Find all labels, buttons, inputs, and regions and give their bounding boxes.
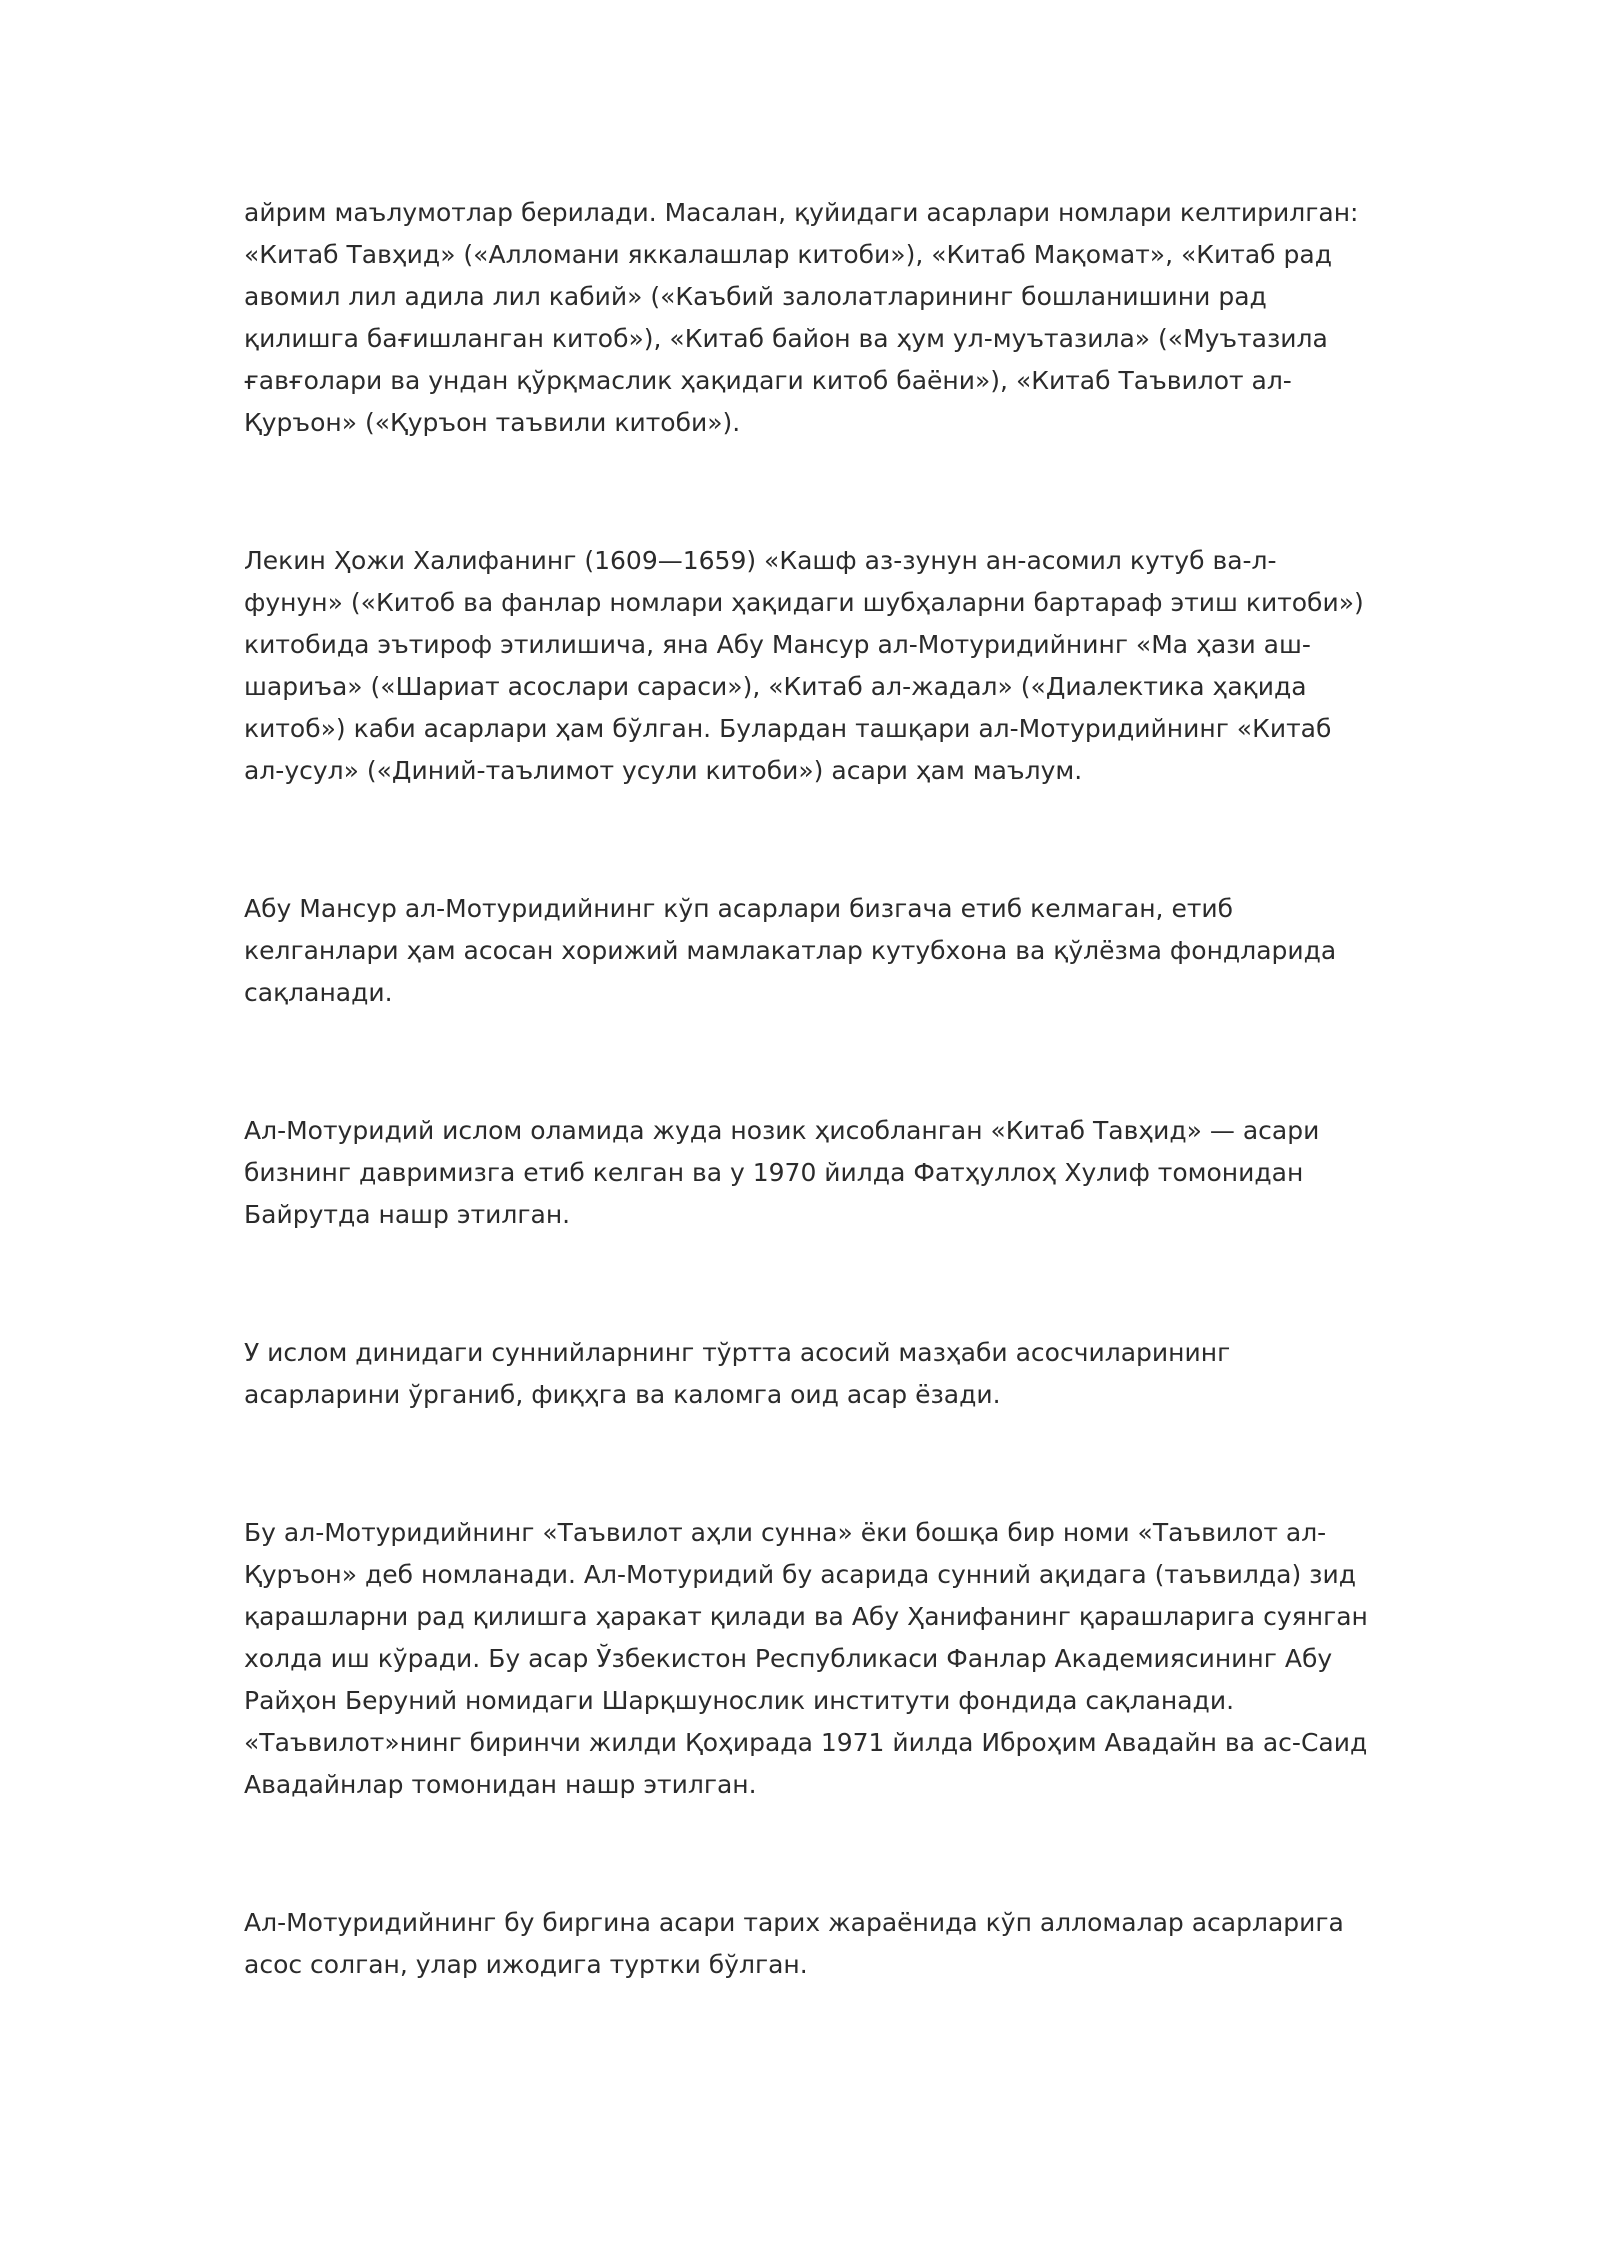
paragraph-spacer	[244, 1806, 1374, 1902]
paragraph-1: айрим маълумотлар берилади. Масалан, қуйидаги асарлари номлари келтирилган: «Китаб Тавҳид» («Алломани яккалашлар китоби»), «Китаб Мақомат», «Китаб рад авомил лил адила лил кабий» («Каъбий залолатларининг бошланишини рад қилишга бағишланган китоб»), «Китаб байон ва ҳум ул-муътазила» («Муътазила ғавғолари ва ундан қўрқмаслик ҳақидаги китоб баёни»), «Китаб Таъвилот ал-Қуръон» («Қуръон таъвили китоби»).	[244, 198, 1359, 437]
paragraph-spacer	[244, 1236, 1374, 1332]
paragraph-7: Ал-Мотуридийнинг бу биргина асари тарих жараёнида кўп алломалар асарларига асос солган, улар ижодига туртки бўлган.	[244, 1908, 1344, 1979]
paragraph-spacer	[244, 1014, 1374, 1110]
paragraph-spacer	[244, 444, 1374, 540]
document-body	[244, 192, 1374, 1986]
paragraph-2: Лекин Ҳожи Халифанинг (1609—1659) «Кашф аз-зунун ан-асомил кутуб ва-л-фунун» («Китоб ва фанлар номлари ҳақидаги шубҳаларни бартараф этиш китоби») китобида эътироф этилишича, яна Абу Мансур ал-Мотуридийнинг «Ма ҳази аш-шариъа» («Шариат асослари сараси»), «Китаб ал-жадал» («Диалектика ҳақида китоб») каби асарлари ҳам бўлган. Булардан ташқари ал-Мотуридийнинг «Китаб ал-усул» («Диний-таълимот усули китоби») асари ҳам маълум.	[244, 546, 1364, 785]
paragraph-spacer	[244, 1416, 1374, 1512]
paragraph-4: Ал-Мотуридий ислом оламида жуда нозик ҳисобланган «Китаб Тавҳид» — асари бизнинг давримизга етиб келган ва у 1970 йилда Фатҳуллоҳ Хулиф томонидан Байрутда нашр этилган.	[244, 1116, 1320, 1229]
paragraph-5: У ислом динидаги суннийларнинг тўртта асосий мазҳаби асосчиларининг асарларини ўрганиб, фиқҳга ва каломга оид асар ёзади.	[244, 1338, 1231, 1409]
paragraph-3: Абу Мансур ал-Мотуридийнинг кўп асарлари бизгача етиб келмаган, етиб келганлари ҳам асосан хорижий мамлакатлар кутубхона ва қўлёзма фондларида сақланади.	[244, 894, 1337, 1007]
paragraph-spacer	[244, 792, 1374, 888]
paragraph-6: Бу ал-Мотуридийнинг «Таъвилот аҳли сунна» ёки бошқа бир номи «Таъвилот ал-Қуръон» деб номланади. Ал-Мотуридий бу асарида сунний ақидага (таъвилда) зид қарашларни рад қилишга ҳаракат қилади ва Абу Ҳанифанинг қарашларига суянган холда иш кўради. Бу асар Ўзбекистон Республикаси Фанлар Академиясининг Абу Райҳон Беруний номидаги Шарқшунослик институти фондида сақланади. «Таъвилот»нинг биринчи жилди Қоҳирада 1971 йилда Иброҳим Авадайн ва ас-Саид Авадайнлар томонидан нашр этилган.	[244, 1518, 1368, 1799]
